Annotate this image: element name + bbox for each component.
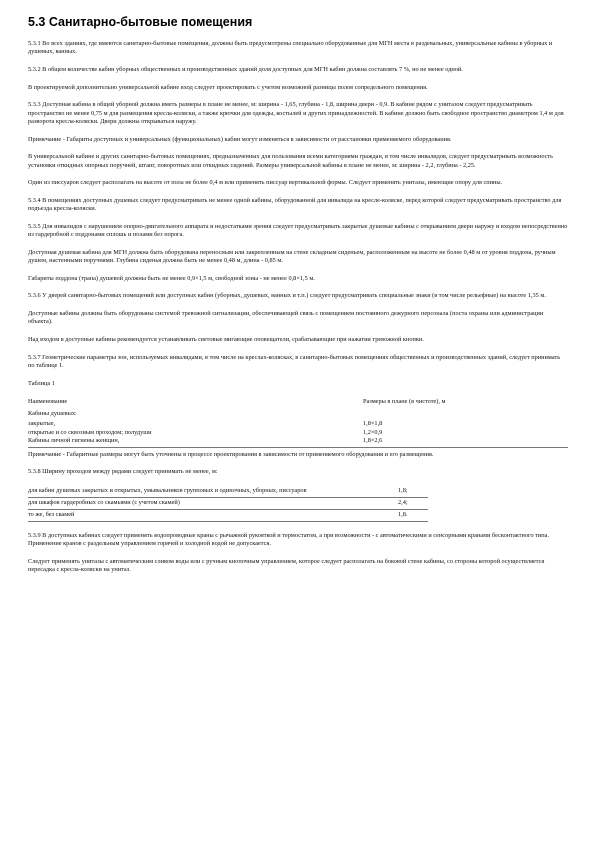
table-cell: 1,8×2,6: [363, 437, 383, 445]
table1-header: [28, 398, 568, 405]
paragraph: 5.3.7 Геометрические параметры зон, используемых инвалидами, в том числе на креслах-колясках, в санитарно-бытовых помещениях общественных и производственных зданий, следует принимать по таблице 1.: [28, 353, 561, 369]
paragraph: 5.3.4 В помещениях доступных душевых следует предусматривать не менее одной кабины, оборудованной для инвалида на кресле-коляске, перед которой следует предусматривать пространство для подъезда кресла-коляски.: [28, 196, 562, 213]
table1-note: Примечание - Габаритные размеры могут быть уточнены в процессе проектирования в зависимости от применяемого оборудования и его размещения.: [28, 450, 434, 458]
table-row: [28, 486, 428, 498]
paragraph: 5.3.6 У дверей санитарно-бытовых помещений или доступных кабин (уборных, душевых, ванных и т.п.) следует предусматривать специальные знаки (в том числе рельефные) на высоте 1,35 м.: [28, 292, 546, 300]
table-cell: то же, без скамей: [28, 510, 75, 518]
table1-caption: Таблица 1: [28, 379, 55, 387]
paragraph: 5.3.5 Для инвалидов с нарушением опорно-двигательного аппарата и недостатками зрения следует предусматривать закрытые душевые кабины с открыванием двери наружу и входом непосредственно из гардеробной с поддонами сплошь и полами без порога.: [28, 222, 568, 239]
table-cell: 1,8×1,8: [363, 420, 383, 428]
table-cell: 1,8.: [398, 510, 408, 518]
table-cell: 2,4;: [398, 498, 408, 506]
paragraph: Примечание - Габариты доступных и универсальных (функциональных) кабин могут изменяться в зависимости от расстановки применяемого оборудования.: [28, 135, 452, 143]
table1: [28, 398, 568, 459]
paragraph: Над входом в доступные кабины рекомендуется устанавливать световые мигающие оповещатели, срабатывающие при нажатии тревожной кнопки.: [28, 335, 424, 343]
paragraph: В универсальной кабине и других санитарно-бытовых помещениях, предназначенных для пользования всеми категориями граждан, в том числе инвалидов, следует предусматривать возможность установки откидных опорных поручней, штанг, поворотных или откидных сидений. Размеры универсальной кабины в плане не менее, м: ширина - 2,2, глубина - 2,25.: [28, 153, 554, 169]
paragraph: Следует применять унитазы с автоматическим сливом воды или с ручным кнопочным управлением, которое следует располагать на боковой стене кабины, со стороны которой осуществляется пересадка с кресла-коляски на унитаз.: [28, 557, 545, 574]
paragraph: Один из писсуаров следует располагать на высоте от пола не более 0,4 м или применять писсуар вертикальной формы. Следует применять унитазы, имеющие опору для спины.: [28, 179, 503, 187]
paragraphs-top: [28, 40, 568, 370]
paragraph: 5.3.9 В доступных кабинах следует применять водопроводные краны с рычажной рукояткой и термостатом, а при возможности - с автоматическими и сенсорными кранами бесконтактного типа. Применение кранов с раздельным управлением горячей и холодной водой не допускается.: [28, 531, 550, 548]
paragraph: 5.3.3 Доступная кабина в общей уборной должна иметь размеры в плане не менее, м: ширина - 1,65, глубина - 1,8, ширина двери - 0,9. В кабине рядом с унитазом следует предусматривать пространство не менее 0,75 м для размещения кресла-коляски, а также крючки для одежды, костылей и других принадлежностей. В кабине должно быть свободное пространство диаметром 1,4 м для разворота кресла-коляски. Двери должны открываться наружу.: [28, 101, 564, 125]
table-row: [28, 437, 568, 447]
table1-header-size: Размеры в плане (в чистоте), м: [363, 397, 446, 405]
table2: [28, 486, 428, 522]
paragraph: 5.3.8 Ширину проходов между рядами следует принимать не менее, м:: [28, 468, 218, 476]
table-cell: 1,8;: [398, 486, 408, 494]
section-heading: 5.3 Санитарно-бытовые помещения: [28, 15, 253, 29]
table1-group-label: Кабины душевых:: [28, 409, 77, 417]
paragraph: Габариты поддона (трапа) душевой должны быть не менее 0,9×1,5 м, свободной зоны - не менее 0,8×1,5 м.: [28, 274, 315, 282]
table-cell: закрытые,: [28, 420, 56, 428]
paragraphs-bottom: [28, 532, 568, 575]
table-cell: для кабин душевых закрытых и открытых, умывальников групповых и одиночных, уборных, писсуаров: [28, 486, 307, 494]
table-cell: Кабины личной гигиены женщин,: [28, 437, 120, 445]
document-page: [28, 14, 568, 584]
table-row: [28, 498, 428, 510]
table-row: [28, 420, 568, 428]
paragraph: Доступные кабины должны быть оборудованы системой тревожной сигнализации, обеспечивающей связь с помещением постоянного дежурного персонала (поста охраны или администрации объекта).: [28, 309, 544, 326]
paragraph: В проектируемой дополнительно универсальной кабине вход следует проектировать с учетом возможной разницы полов сопредельного помещения.: [28, 83, 428, 91]
table-cell: открытые и со сквозным проходом; полудуши: [28, 428, 152, 436]
table-row: [28, 429, 568, 437]
table-cell: для шкафов гардеробных со скамьями (с учетом скамей): [28, 498, 180, 506]
table1-header-name: Наименование: [28, 397, 68, 405]
table-cell: 1,2×0,9: [363, 428, 383, 436]
paragraph: 5.3.2 В общем количестве кабин уборных общественных и производственных зданий доля доступных для МГН кабин должна составлять 7 %, но не менее одной.: [28, 66, 463, 73]
paragraph: 5.3.1 Во всех зданиях, где имеются санитарно-бытовые помещения, должны быть предусмотрены специально оборудованные для МГН места в раздевальных, универсальные кабины в уборных и душевых, ванных.: [28, 40, 553, 56]
table-row: [28, 510, 428, 522]
paragraph: Доступная душевая кабина для МГН должна быть оборудована переносным или закрепленным на стене складным сиденьем, расположенным на высоте не более 0,48 м от уровня поддона, ручным душем, настенными поручнями. Глубина сиденья должна быть не менее 0,48 м, длина - 0,85 м.: [28, 248, 556, 265]
